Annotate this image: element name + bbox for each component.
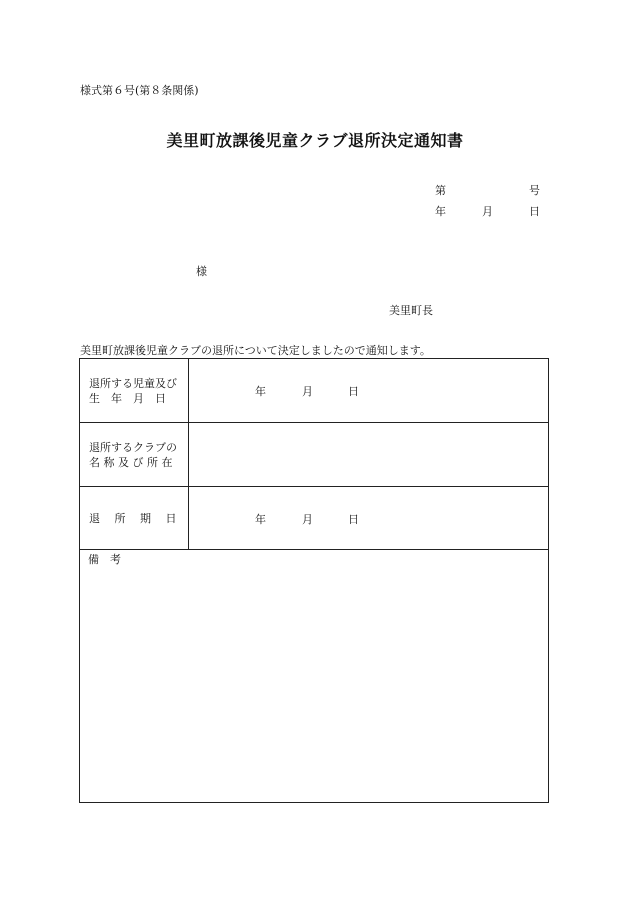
table-row-club bbox=[80, 423, 548, 487]
table-row-withdrawal-date bbox=[80, 487, 548, 550]
remarks-label: 備 考 bbox=[88, 553, 121, 566]
addressee-suffix: 様 bbox=[196, 265, 207, 278]
notice-text: 美里町放課後児童クラブの退所について決定しましたので通知します。 bbox=[80, 344, 431, 357]
row-year: 年 bbox=[255, 385, 266, 398]
form-table bbox=[79, 358, 549, 803]
number-suffix: 号 bbox=[529, 184, 540, 197]
date-month: 月 bbox=[482, 205, 493, 218]
row-day: 日 bbox=[348, 385, 359, 398]
row-month: 月 bbox=[302, 385, 313, 398]
issuer: 美里町長 bbox=[389, 304, 433, 317]
document-title: 美里町放課後児童クラブ退所決定通知書 bbox=[166, 131, 464, 150]
row-year: 年 bbox=[255, 513, 266, 526]
row-label-line2: 名 称 及 び 所 在 bbox=[89, 456, 173, 469]
number-prefix: 第 bbox=[435, 184, 446, 197]
date-day: 日 bbox=[529, 205, 540, 218]
row-label-line1: 退所するクラブの bbox=[89, 441, 177, 454]
row-label bbox=[80, 423, 189, 486]
table-row-child bbox=[80, 359, 548, 423]
row-label-text: 退 所 期 日 bbox=[89, 512, 177, 525]
row-day: 日 bbox=[348, 513, 359, 526]
row-label-line1: 退所する児童及び bbox=[89, 377, 177, 390]
row-label-line2: 生 年 月 日 bbox=[89, 392, 166, 405]
date-year: 年 bbox=[435, 205, 446, 218]
row-month: 月 bbox=[302, 513, 313, 526]
form-number: 様式第６号(第８条関係) bbox=[80, 84, 199, 97]
row-label bbox=[80, 359, 189, 422]
row-label bbox=[80, 487, 189, 549]
